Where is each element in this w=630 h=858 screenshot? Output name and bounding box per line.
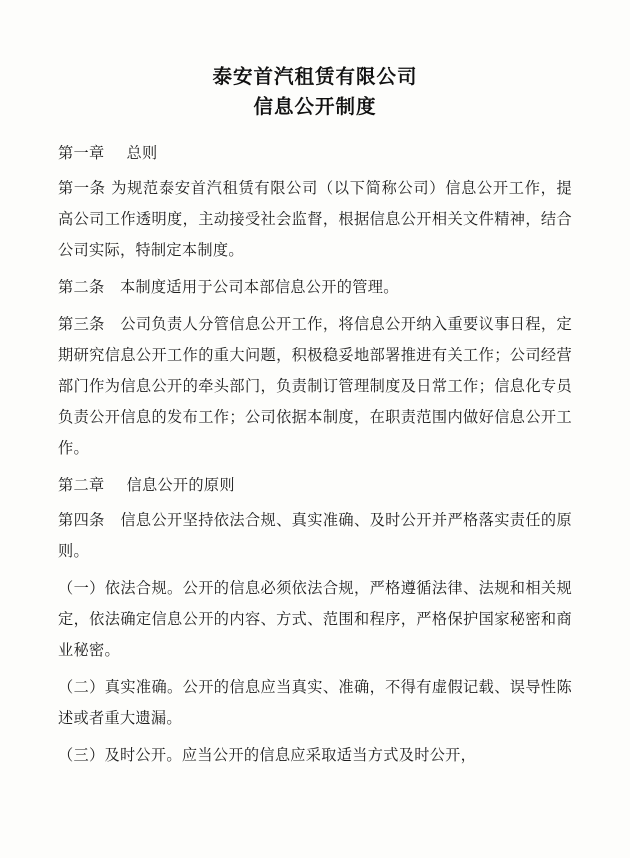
chapter-heading-2-label: 第二章 — [58, 476, 105, 494]
chapter-heading-2-text: 信息公开的原则 — [126, 476, 235, 494]
paragraph-article-4: 第四条 信息公开坚持依法合规、真实准确、及时公开并严格落实责任的原则。 — [58, 511, 572, 560]
paragraph-item-1: （一）依法合规。公开的信息必须依法合规，严格遵循法律、法规和相关规定，依法确定信息公开的内容、方式、范围和程序，严格保护国家秘密和商业秘密。 — [58, 579, 572, 659]
paragraph-article-3: 第三条 公司负责人分管信息公开工作，将信息公开纳入重要议事日程，定期研究信息公开工作的重大问题，积极稳妥地部署推进有关工作；公司经营部门作为信息公开的牵头部门，负责制订管理制度及日常工作；信息化专员负责公开信息的发布工作；公司依据本制度，在职责范围内做好信息公开工作。 — [58, 315, 572, 457]
document-title — [58, 62, 572, 122]
chapter-heading-2 — [58, 470, 572, 501]
document-body — [58, 138, 572, 771]
paragraph-item-3: （三）及时公开。应当公开的信息应采取适当方式及时公开， — [58, 746, 477, 764]
document-title-line-2: 信息公开制度 — [253, 95, 377, 118]
paragraph-item-2: （二）真实准确。公开的信息应当真实、准确，不得有虚假记载、误导性陈述或者重大遗漏。 — [58, 678, 572, 727]
paragraph-article-1: 第一条 为规范泰安首汽租赁有限公司（以下简称公司）信息公开工作，提高公司工作透明度，主动接受社会监督，根据信息公开相关文件精神，结合公司实际，特制定本制度。 — [58, 179, 572, 259]
paragraph-article-2: 第二条 本制度适用于公司本部信息公开的管理。 — [58, 278, 399, 296]
chapter-heading-1-text: 总则 — [126, 144, 158, 162]
chapter-heading-1 — [58, 138, 572, 169]
document-title-line-1: 泰安首汽租赁有限公司 — [212, 65, 418, 88]
chapter-heading-1-label: 第一章 — [58, 144, 105, 162]
